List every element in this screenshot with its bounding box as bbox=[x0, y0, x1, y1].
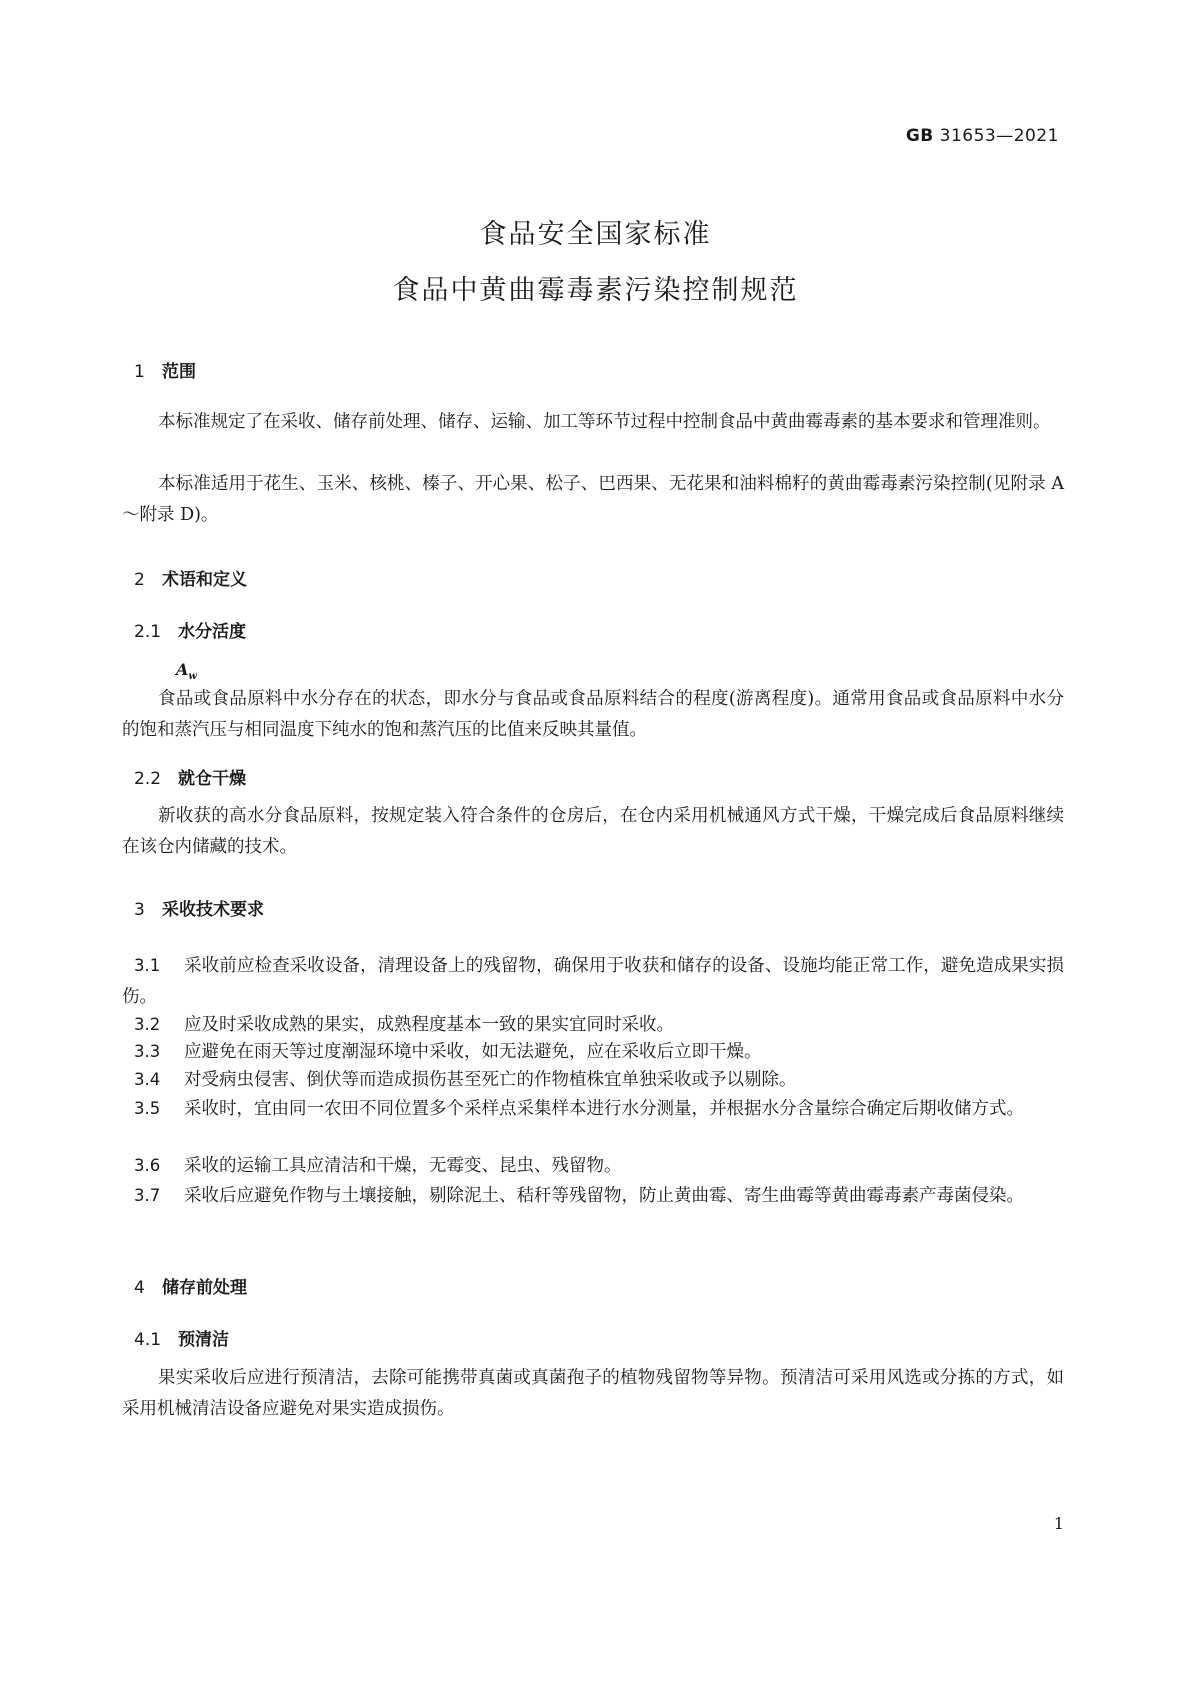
section-1-heading bbox=[134, 357, 196, 382]
section-number: 2.2 bbox=[134, 769, 162, 789]
clause-number: 3.5 bbox=[134, 1099, 161, 1118]
section-4-1-heading bbox=[134, 1325, 229, 1350]
clause-text: 采收前应检查采收设备，清理设备上的残留物，确保用于收获和储存的设备、设施均能正常工作，避免造成果实损伤。 bbox=[122, 956, 1064, 1007]
section-title: 采收技术要求 bbox=[162, 900, 264, 920]
standard-prefix: GB bbox=[905, 126, 934, 146]
section-2-heading bbox=[134, 565, 247, 590]
clause-number: 3.4 bbox=[134, 1070, 161, 1089]
clause-number: 3.3 bbox=[134, 1042, 161, 1061]
paragraph-scope-1: 本标准规定了在采收、储存前处理、储存、运输、加工等环节过程中控制食品中黄曲霉毒素的基本要求和管理准则。 bbox=[158, 412, 1051, 432]
section-title: 就仓干燥 bbox=[178, 769, 246, 789]
section-2-2-heading bbox=[134, 764, 246, 789]
standard-code: 31653—2021 bbox=[939, 126, 1059, 146]
section-3-heading bbox=[134, 895, 264, 920]
clause-number: 3.1 bbox=[134, 956, 161, 975]
paragraph-water-activity: 食品或食品原料中水分存在的状态，即水分与食品或食品原料结合的程度(游离程度)。通常用食品或食品原料中水分的饱和蒸汽压与相同温度下纯水的饱和蒸汽压的比值来反映其量值。 bbox=[122, 689, 1064, 740]
section-title: 储存前处理 bbox=[162, 1278, 247, 1298]
section-2-1-heading bbox=[134, 617, 246, 642]
section-number: 2 bbox=[134, 570, 145, 590]
clause-text: 采收时，宜由同一农田不同位置多个采样点采集样本进行水分测量，并根据水分含量综合确定后期收储方式。 bbox=[184, 1099, 1024, 1119]
clause-text: 应及时采收成熟的果实，成熟程度基本一致的果实宜同时采收。 bbox=[184, 1015, 674, 1035]
clause-text: 对受病虫侵害、倒伏等而造成损伤甚至死亡的作物植株宜单独采收或予以剔除。 bbox=[184, 1070, 797, 1090]
section-title: 范围 bbox=[162, 362, 196, 382]
section-4-heading bbox=[134, 1273, 247, 1298]
term-symbol-subscript: w bbox=[188, 671, 198, 683]
paragraph-in-bin-drying: 新收获的高水分食品原料，按规定装入符合条件的仓房后，在仓内采用机械通风方式干燥，干燥完成后食品原料继续在该仓内储藏的技术。 bbox=[122, 806, 1064, 857]
section-title: 水分活度 bbox=[178, 622, 246, 642]
clause-3-7 bbox=[122, 1180, 1064, 1212]
paragraph-pre-cleaning: 果实采收后应进行预清洁，去除可能携带真菌或真菌孢子的植物残留物等异物。预清洁可采用风选或分拣的方式，如采用机械清洁设备应避免对果实造成损伤。 bbox=[122, 1368, 1064, 1419]
section-number: 4.1 bbox=[134, 1330, 162, 1350]
clause-3-5 bbox=[122, 1093, 1064, 1125]
clause-text: 采收的运输工具应清洁和干燥，无霉变、昆虫、残留物。 bbox=[184, 1156, 622, 1176]
clause-number: 3.6 bbox=[134, 1156, 161, 1175]
section-number: 3 bbox=[134, 900, 145, 920]
clause-number: 3.2 bbox=[134, 1015, 161, 1034]
clause-3-6 bbox=[122, 1150, 1064, 1182]
section-number: 2.1 bbox=[134, 622, 162, 642]
document-title-line1: 食品安全国家标准 bbox=[479, 219, 712, 250]
clause-number: 3.7 bbox=[134, 1186, 161, 1205]
document-title-line2: 食品中黄曲霉毒素污染控制规范 bbox=[392, 275, 799, 306]
page-number: 1 bbox=[1053, 1514, 1064, 1533]
section-title: 预清洁 bbox=[178, 1330, 229, 1350]
section-number: 1 bbox=[134, 362, 145, 382]
clause-text: 应避免在雨天等过度潮湿环境中采收，如无法避免，应在采收后立即干燥。 bbox=[184, 1042, 762, 1062]
section-number: 4 bbox=[134, 1278, 145, 1298]
term-symbol-main: A bbox=[176, 660, 189, 679]
paragraph-scope-2: 本标准适用于花生、玉米、核桃、榛子、开心果、松子、巴西果、无花果和油料棉籽的黄曲霉毒素污染控制(见附录 A～附录 D)。 bbox=[122, 474, 1064, 525]
term-symbol bbox=[176, 660, 197, 682]
clause-3-4 bbox=[122, 1064, 1064, 1096]
section-title: 术语和定义 bbox=[162, 570, 247, 590]
standard-number bbox=[906, 126, 1059, 146]
clause-3-1 bbox=[122, 950, 1064, 1013]
clause-text: 采收后应避免作物与土壤接触，剔除泥土、秸秆等残留物，防止黄曲霉、寄生曲霉等黄曲霉毒素产毒菌侵染。 bbox=[184, 1186, 1024, 1206]
